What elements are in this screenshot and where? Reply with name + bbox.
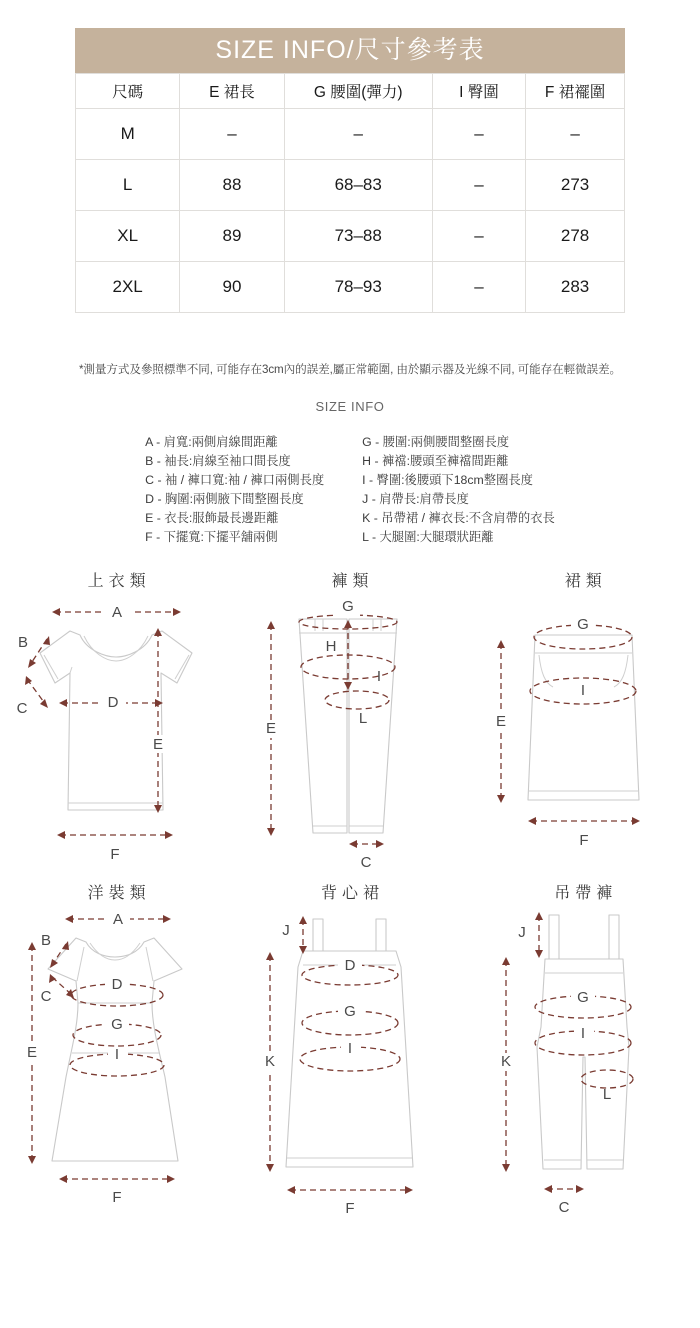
table-row <box>76 160 625 211</box>
cell-hip: – <box>432 160 525 211</box>
marker-label-F: F <box>579 831 589 849</box>
legend-column-right <box>362 434 555 546</box>
cell-waist: 68–83 <box>284 160 432 211</box>
cell-waist: 78–93 <box>284 262 432 313</box>
marker-label-I: I <box>580 1024 585 1042</box>
slip-dress-illustration <box>233 907 466 1232</box>
marker-label-E: E <box>27 1043 38 1061</box>
cell-skirt-length: – <box>180 109 284 160</box>
cell-hip: – <box>432 109 525 160</box>
overalls-illustration <box>467 907 700 1232</box>
diagram-title-pants: 褲類 <box>331 573 374 590</box>
table-row <box>76 211 625 262</box>
cell-hem: – <box>526 109 625 160</box>
legend-item-a: A - 肩寬:兩側肩線間距離 <box>145 435 278 449</box>
garment-diagrams <box>0 568 700 1232</box>
measurement-legend <box>0 434 700 546</box>
size-table-title: SIZE INFO/尺寸參考表 <box>75 28 625 73</box>
marker-label-G: G <box>576 615 589 633</box>
cell-hip: – <box>432 211 525 262</box>
cell-waist: – <box>284 109 432 160</box>
cell-skirt-length: 90 <box>180 262 284 313</box>
cell-hem: 273 <box>526 160 625 211</box>
marker-C <box>41 974 74 1005</box>
column-header-skirt-length: E 裙長 <box>180 74 284 109</box>
legend-item-j: J - 肩帶長:肩帶長度 <box>362 492 469 506</box>
marker-label-H: H <box>326 637 337 655</box>
table-row <box>76 109 625 160</box>
marker-C <box>544 1185 584 1216</box>
marker-label-A: A <box>112 603 123 621</box>
marker-E <box>20 942 44 1164</box>
marker-F <box>287 1186 413 1217</box>
cell-size: 2XL <box>76 262 180 313</box>
diagram-overalls <box>467 880 700 1232</box>
table-row <box>76 262 625 313</box>
marker-F <box>528 817 640 849</box>
diagram-row-top <box>0 568 700 880</box>
diagram-title-slip-dress: 背心裙 <box>320 885 384 902</box>
marker-E <box>259 621 283 836</box>
legend-item-i: I - 臀圍:後腰頭下18cm整圈長度 <box>362 473 533 487</box>
marker-label-J: J <box>518 923 526 941</box>
legend-item-d: D - 胸圍:兩側腋下間整圈長度 <box>145 492 304 506</box>
cell-waist: 73–88 <box>284 211 432 262</box>
size-table <box>75 73 625 313</box>
marker-label-L: L <box>359 709 368 727</box>
marker-label-F: F <box>112 1188 122 1206</box>
cell-size: M <box>76 109 180 160</box>
marker-K <box>494 957 518 1172</box>
marker-label-I: I <box>348 1039 353 1057</box>
marker-label-G: G <box>576 988 589 1006</box>
marker-label-E: E <box>266 719 277 737</box>
diagram-skirt <box>467 568 700 880</box>
legend-item-h: H - 褲襠:腰頭至褲襠間距離 <box>362 454 509 468</box>
marker-label-D: D <box>345 956 356 974</box>
diagram-title-tops: 上衣類 <box>87 573 151 590</box>
marker-label-C: C <box>361 853 372 871</box>
legend-item-b: B - 袖長:肩線至袖口間長度 <box>145 454 291 468</box>
legend-item-k: K - 吊帶裙 / 褲衣長:不含肩帶的衣長 <box>362 511 555 525</box>
column-header-hem: F 裙襬圍 <box>526 74 625 109</box>
measurement-disclaimer: *測量方式及參照標準不同, 可能存在3cm內的誤差,屬正常範圍, 由於顯示器及光線不同, 可能存在輕微誤差。 <box>78 363 622 376</box>
marker-label-C: C <box>40 987 52 1005</box>
legend-item-g: G - 腰圍:兩側腰間整圈長度 <box>362 435 510 449</box>
marker-E <box>489 640 513 803</box>
legend-item-c: C - 袖 / 褲口寬:袖 / 褲口兩側長度 <box>145 473 325 487</box>
marker-label-D: D <box>111 975 123 993</box>
marker-label-E: E <box>495 712 506 730</box>
cell-skirt-length: 88 <box>180 160 284 211</box>
marker-C <box>349 840 384 871</box>
marker-label-G: G <box>344 1002 357 1020</box>
marker-label-I: I <box>580 681 585 699</box>
size-info-subtitle: SIZE INFO <box>315 399 385 414</box>
marker-label-L: L <box>602 1085 611 1103</box>
diagram-slip-dress <box>233 880 466 1232</box>
column-header-size: 尺碼 <box>76 74 180 109</box>
marker-label-K: K <box>265 1052 276 1070</box>
marker-F <box>59 1175 175 1206</box>
marker-label-E: E <box>153 735 164 753</box>
marker-F <box>57 831 173 863</box>
marker-label-C: C <box>558 1198 570 1216</box>
marker-label-D: D <box>107 693 119 711</box>
marker-A <box>65 910 171 928</box>
diagram-tops <box>0 568 233 880</box>
cell-size: L <box>76 160 180 211</box>
marker-label-A: A <box>113 910 124 928</box>
diagram-row-bottom <box>0 880 700 1232</box>
marker-label-C: C <box>16 699 28 717</box>
marker-label-F: F <box>345 1199 356 1217</box>
dress-illustration <box>0 907 233 1217</box>
marker-label-G: G <box>342 597 355 615</box>
legend-item-l: L - 大腿圍:大腿環狀距離 <box>362 530 494 544</box>
marker-label-B: B <box>41 931 52 949</box>
marker-C <box>17 676 48 717</box>
legend-item-e: E - 衣長:服飾最長邊距離 <box>145 511 279 525</box>
column-header-waist: G 腰圍(彈力) <box>284 74 432 109</box>
diagram-title-skirt: 裙類 <box>564 573 607 590</box>
marker-label-K: K <box>500 1052 511 1070</box>
pants-illustration <box>233 595 466 880</box>
diagram-dress <box>0 880 233 1217</box>
marker-J <box>518 912 543 958</box>
diagram-title-dress: 洋裝類 <box>87 885 151 902</box>
marker-label-I: I <box>377 667 382 685</box>
cell-hem: 278 <box>526 211 625 262</box>
marker-label-F: F <box>110 845 120 863</box>
size-table-section <box>75 28 625 313</box>
marker-label-G: G <box>111 1015 123 1033</box>
tshirt-illustration <box>0 595 233 880</box>
legend-column-left <box>145 434 324 546</box>
column-header-hip: I 臀圍 <box>432 74 525 109</box>
cell-hem: 283 <box>526 262 625 313</box>
table-header-row <box>76 74 625 109</box>
marker-label-J: J <box>282 921 291 939</box>
marker-label-B: B <box>18 633 29 651</box>
diagram-title-overalls: 吊帶褲 <box>554 885 618 902</box>
cell-skirt-length: 89 <box>180 211 284 262</box>
cell-size: XL <box>76 211 180 262</box>
marker-K <box>258 952 282 1172</box>
marker-A <box>52 603 181 621</box>
cell-hip: – <box>432 262 525 313</box>
diagram-pants <box>233 568 466 880</box>
legend-item-f: F - 下擺寬:下擺平舖兩側 <box>145 530 278 544</box>
skirt-illustration <box>467 595 700 880</box>
marker-label-I: I <box>115 1045 120 1063</box>
marker-J <box>283 916 308 954</box>
